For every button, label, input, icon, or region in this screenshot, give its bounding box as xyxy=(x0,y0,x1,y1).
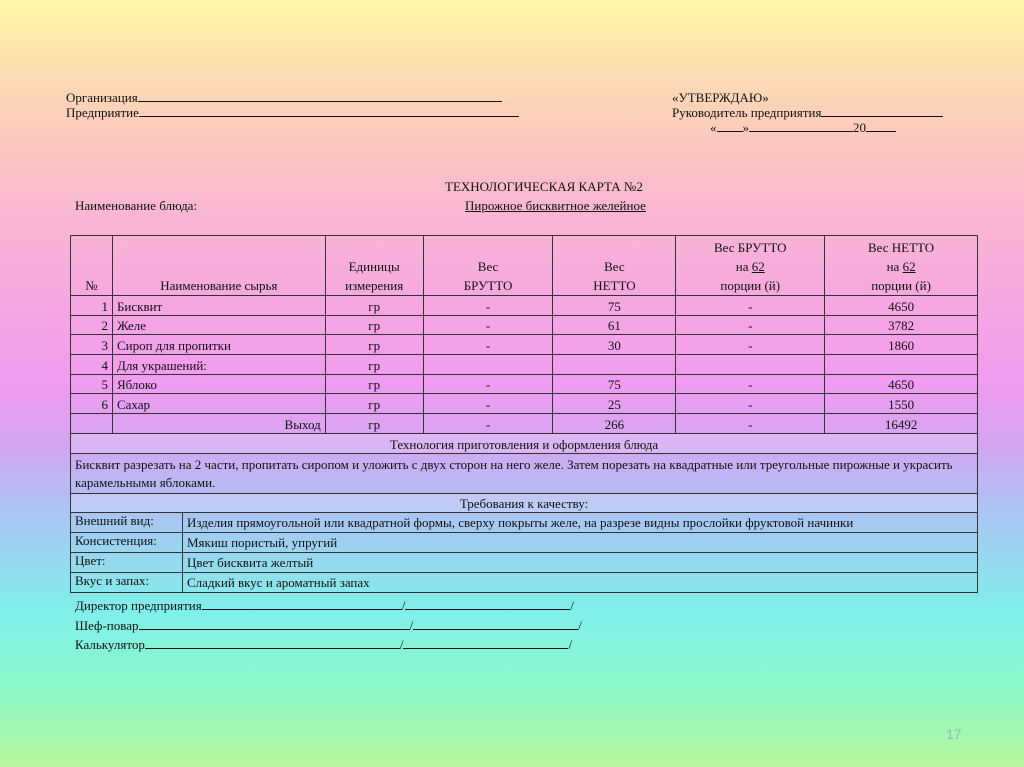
approve-label: «УТВЕРЖДАЮ» xyxy=(672,90,769,105)
output-unit: гр xyxy=(325,414,423,434)
calculator-label: Калькулятор xyxy=(75,637,145,652)
cell-num: 1 xyxy=(71,296,113,316)
quality-label: Цвет: xyxy=(71,553,183,572)
header-left xyxy=(66,90,519,120)
cell-brutto-total: - xyxy=(676,315,825,335)
calculator-slash: / xyxy=(399,637,404,652)
header-bp-line3: порции (й) xyxy=(720,278,781,293)
cell-netto-total xyxy=(825,355,978,375)
table-row xyxy=(71,355,978,375)
cell-unit: гр xyxy=(325,315,423,335)
header-np-count: 62 xyxy=(902,259,916,274)
cell-name: Сироп для пропитки xyxy=(112,335,325,355)
header-name: Наименование сырья xyxy=(112,236,325,296)
director-label: Директор предприятия xyxy=(75,598,202,613)
cell-brutto: - xyxy=(423,315,553,335)
header-unit-line1: Единицы xyxy=(348,259,400,274)
cell-unit: гр xyxy=(325,355,423,375)
chef-name-line xyxy=(413,619,578,630)
technology-title: Технология приготовления и оформления блюда xyxy=(71,433,978,453)
calculator-name-line xyxy=(403,638,568,649)
table-row xyxy=(71,394,978,414)
quality-value: Сладкий вкус и ароматный запах xyxy=(187,575,370,591)
quality-value: Изделия прямоугольной или квадратной формы, сверху покрыты желе, на разрезе видны прослойки фруктовой начинки xyxy=(187,515,854,531)
date-day-line xyxy=(717,121,743,132)
enterprise-line xyxy=(139,106,519,117)
quality-label: Консистенция: xyxy=(71,533,183,552)
quality-row xyxy=(71,573,978,593)
header-brutto xyxy=(423,236,553,296)
technology-text-row xyxy=(71,453,978,493)
cell-netto-total: 1860 xyxy=(825,335,978,355)
signature-calculator xyxy=(75,637,572,652)
cell-netto: 61 xyxy=(553,315,676,335)
cell-name: Для украшений: xyxy=(112,355,325,375)
cell-name: Яблоко xyxy=(112,374,325,394)
calculator-slash-end: / xyxy=(568,637,573,652)
header-unit-line2: измерения xyxy=(345,278,404,293)
director-name-line xyxy=(405,599,570,610)
quality-cell xyxy=(71,513,978,533)
output-brutto-total: - xyxy=(676,414,825,434)
cell-brutto: - xyxy=(423,296,553,316)
cell-netto-total: 4650 xyxy=(825,296,978,316)
header-brutto-line2: БРУТТО xyxy=(463,278,513,293)
cell-brutto: - xyxy=(423,335,553,355)
calculator-line xyxy=(145,638,400,649)
header-netto-line1: Вес xyxy=(604,259,625,274)
quality-cell xyxy=(71,553,978,573)
header-brutto-portions xyxy=(676,236,825,296)
header-netto-line2: НЕТТО xyxy=(593,278,636,293)
header-num: № xyxy=(71,236,113,296)
cell-num: 5 xyxy=(71,374,113,394)
header-bp-line1: Вес БРУТТО xyxy=(714,240,787,255)
cell-brutto-total xyxy=(676,355,825,375)
quality-label: Внешний вид: xyxy=(71,513,183,532)
signature-chef xyxy=(75,618,582,633)
table-header-row xyxy=(71,236,978,296)
head-label: Руководитель предприятия xyxy=(672,105,822,120)
organization-label: Организация xyxy=(66,90,138,105)
date-year: 20 xyxy=(853,120,866,135)
chef-slash: / xyxy=(409,618,414,633)
quality-title: Требования к качеству: xyxy=(71,493,978,513)
output-brutto: - xyxy=(423,414,553,434)
quality-value: Мякиш пористый, упругий xyxy=(187,535,338,551)
header-brutto-line1: Вес xyxy=(477,259,499,274)
cell-num: 6 xyxy=(71,394,113,414)
table-row xyxy=(71,335,978,355)
cell-netto-total: 4650 xyxy=(825,374,978,394)
quality-row xyxy=(71,513,978,533)
cell-netto: 30 xyxy=(553,335,676,355)
enterprise-label: Предприятие xyxy=(66,105,139,120)
page-title: ТЕХНОЛОГИЧЕСКАЯ КАРТА №2 xyxy=(445,179,643,194)
header-bp-count: 62 xyxy=(751,259,765,274)
cell-num-empty xyxy=(71,414,113,434)
header-netto xyxy=(553,236,676,296)
header-unit xyxy=(325,236,423,296)
output-netto: 266 xyxy=(553,414,676,434)
chef-line xyxy=(139,619,410,630)
cell-netto-total: 1550 xyxy=(825,394,978,414)
quality-value: Цвет бисквита желтый xyxy=(187,555,314,571)
cell-unit: гр xyxy=(325,335,423,355)
cell-num: 3 xyxy=(71,335,113,355)
date-month-line xyxy=(749,121,853,132)
dish-label: Наименование блюда: xyxy=(75,198,198,213)
cell-brutto-total: - xyxy=(676,374,825,394)
cell-unit: гр xyxy=(325,394,423,414)
cell-netto: 75 xyxy=(553,374,676,394)
cell-unit: гр xyxy=(325,296,423,316)
header-np-line3: порции (й) xyxy=(871,278,931,293)
quality-cell xyxy=(71,533,978,553)
header-np-na: на xyxy=(886,259,900,274)
output-row xyxy=(71,414,978,434)
organization-line xyxy=(138,91,502,102)
cell-brutto: - xyxy=(423,374,553,394)
header-bp-na: на xyxy=(735,259,749,274)
cell-name: Бисквит xyxy=(112,296,325,316)
director-slash: / xyxy=(401,598,406,613)
table-row xyxy=(71,315,978,335)
tech-card-table xyxy=(70,235,978,593)
header-right xyxy=(672,90,943,135)
approve-date xyxy=(672,120,943,135)
technology-title-row xyxy=(71,433,978,453)
output-netto-total: 16492 xyxy=(825,414,978,434)
chef-label: Шеф-повар xyxy=(75,618,139,633)
dish-name: Пирожное бисквитное желейное xyxy=(465,198,646,213)
table-row xyxy=(71,296,978,316)
quality-label: Вкус и запах: xyxy=(71,573,183,592)
director-slash-end: / xyxy=(570,598,574,613)
director-line xyxy=(202,599,402,610)
date-open: « xyxy=(710,120,717,135)
date-year-line xyxy=(866,121,896,132)
output-label: Выход xyxy=(112,414,325,434)
quality-row xyxy=(71,553,978,573)
cell-netto: 25 xyxy=(553,394,676,414)
cell-num: 2 xyxy=(71,315,113,335)
header-np-line1: Вес НЕТТО xyxy=(867,240,935,255)
table-row xyxy=(71,374,978,394)
cell-brutto-total: - xyxy=(676,335,825,355)
signature-director xyxy=(75,598,574,613)
cell-num: 4 xyxy=(71,355,113,375)
cell-name: Сахар xyxy=(112,394,325,414)
quality-row xyxy=(71,533,978,553)
cell-brutto-total: - xyxy=(676,296,825,316)
cell-brutto xyxy=(423,355,553,375)
date-mid: » xyxy=(742,120,749,135)
cell-netto: 75 xyxy=(553,296,676,316)
page-number: 17 xyxy=(946,726,962,742)
cell-name: Желе xyxy=(112,315,325,335)
cell-brutto-total: - xyxy=(676,394,825,414)
cell-netto xyxy=(553,355,676,375)
quality-cell xyxy=(71,573,978,593)
head-line xyxy=(821,106,943,117)
cell-brutto: - xyxy=(423,394,553,414)
cell-unit: гр xyxy=(325,374,423,394)
chef-slash-end: / xyxy=(578,618,582,633)
cell-netto-total: 3782 xyxy=(825,315,978,335)
header-netto-portions xyxy=(825,236,978,296)
quality-title-row xyxy=(71,493,978,513)
technology-text: Бисквит разрезать на 2 части, пропитать сиропом и уложить с двух сторон на него желе. Затем порезать на квадратные или треугольные пирожные и украсить карамельными яблоками. xyxy=(71,453,978,493)
